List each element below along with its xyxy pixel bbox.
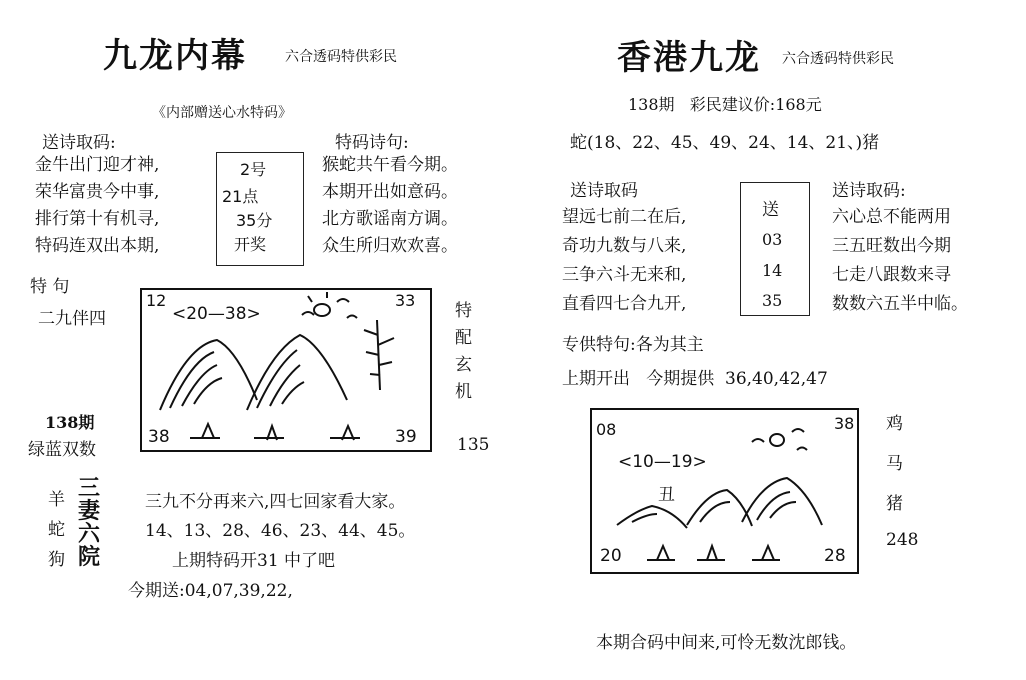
right-art-bl: 20 xyxy=(600,546,622,566)
left-poem-heading-right: 特码诗句: xyxy=(335,133,409,153)
right-poem-right xyxy=(832,203,968,319)
poem-line: 猴蛇共午看今期。 xyxy=(322,155,458,175)
left-zodiac-column xyxy=(48,485,65,575)
side-char: 配 xyxy=(455,328,472,348)
right-last-provide: 上期开出 今期提供 36,40,42,47 xyxy=(562,369,828,389)
poem-line: 金牛出门迎才神, xyxy=(35,155,160,175)
right-art-tl: 08 xyxy=(596,420,617,439)
right-art-tr: 38 xyxy=(834,414,855,433)
right-mountain-illustration xyxy=(592,410,857,572)
left-side-number: 135 xyxy=(457,435,490,455)
right-price-line: 138期 彩民建议价:168元 xyxy=(628,95,822,114)
side-char: 机 xyxy=(455,382,472,402)
left-art-tr: 33 xyxy=(395,291,416,310)
draw-box-line: 开奖 xyxy=(234,235,267,254)
left-period: 138期 xyxy=(45,413,95,432)
send-box-line: 14 xyxy=(762,261,783,280)
left-title: 九龙内幕 xyxy=(103,36,247,76)
left-today-send: 今期送:04,07,39,22, xyxy=(128,581,293,601)
side-char: 鸡 xyxy=(886,414,903,434)
right-subtitle: 六合透码特供彩民 xyxy=(782,51,894,67)
poem-line: 荣华富贵今中事, xyxy=(35,182,160,202)
left-poem-heading-left: 送诗取码: xyxy=(42,133,116,153)
big-char: 三 xyxy=(78,475,101,501)
poem-line: 奇功九数与八来, xyxy=(562,236,687,256)
draw-box-line: 35分 xyxy=(236,211,273,230)
poem-line: 七走八跟数来寻 xyxy=(832,265,951,285)
right-side-vertical xyxy=(886,404,903,524)
left-art-range: <20—38> xyxy=(172,304,261,324)
right-footer: 本期合码中间来,可怜无数沈郎钱。 xyxy=(596,633,857,653)
big-char: 院 xyxy=(78,544,101,570)
right-special-phrase: 专供特句:各为其主 xyxy=(562,335,704,355)
right-art-range: <10—19> xyxy=(618,452,707,472)
side-char: 马 xyxy=(886,454,903,474)
draw-box-line: 2号 xyxy=(240,160,267,179)
left-gift-line: 《内部赠送心水特码》 xyxy=(152,105,292,121)
poem-line: 特码连双出本期, xyxy=(35,236,160,256)
right-art-frame xyxy=(590,408,859,574)
poem-line: 众生所归欢欢喜。 xyxy=(322,236,458,256)
send-box-line: 35 xyxy=(762,291,783,310)
left-numbers-line: 14、13、28、46、23、44、45。 xyxy=(145,521,416,541)
zodiac-char: 蛇 xyxy=(48,520,65,540)
big-char: 六 xyxy=(78,521,101,547)
big-char: 妻 xyxy=(78,498,101,524)
left-art-tl: 12 xyxy=(146,291,167,310)
left-art-bl: 38 xyxy=(148,427,170,447)
left-special-label: 特 句 xyxy=(30,277,70,297)
poem-line: 数数六五半中临。 xyxy=(832,294,968,314)
poem-line: 排行第十有机寻, xyxy=(35,209,160,229)
zodiac-char: 羊 xyxy=(48,490,65,510)
left-poem-right xyxy=(322,152,458,260)
left-side-vertical xyxy=(455,298,472,406)
right-art-br: 28 xyxy=(824,546,846,566)
right-snake-line: 蛇(18、22、45、49、24、14、21、)猪 xyxy=(570,133,880,153)
poem-line: 望远七前二在后, xyxy=(562,207,687,227)
right-art-label: 丑 xyxy=(658,485,675,505)
right-title: 香港九龙 xyxy=(617,38,761,78)
side-char: 特 xyxy=(455,301,472,321)
poem-line: 六心总不能两用 xyxy=(832,207,951,227)
right-poem-heading-left: 送诗取码 xyxy=(570,181,638,201)
left-poem-left xyxy=(35,152,159,260)
side-char: 玄 xyxy=(455,355,472,375)
side-char: 猪 xyxy=(886,494,903,514)
left-poem-line: 三九不分再来六,四七回家看大家。 xyxy=(145,492,406,512)
send-box-line: 送 xyxy=(762,200,779,220)
left-art-br: 39 xyxy=(395,427,417,447)
right-poem-left xyxy=(562,203,686,319)
send-box-line: 03 xyxy=(762,230,783,249)
left-subtitle: 六合透码特供彩民 xyxy=(285,49,397,65)
zodiac-char: 狗 xyxy=(48,550,65,570)
left-special-phrase: 二九伴四 xyxy=(38,309,106,329)
draw-box-line: 21点 xyxy=(222,187,259,206)
right-side-number: 248 xyxy=(886,530,919,550)
left-period-tag: 绿蓝双数 xyxy=(28,440,96,460)
left-last-period: 上期特码开31 中了吧 xyxy=(172,551,336,571)
poem-line: 三争六斗无来和, xyxy=(562,265,687,285)
poem-line: 直看四七合九开, xyxy=(562,294,687,314)
poem-line: 本期开出如意码。 xyxy=(322,182,458,202)
left-zodiac-big xyxy=(78,477,100,569)
poem-line: 三五旺数出今期 xyxy=(832,236,951,256)
right-poem-heading-right: 送诗取码: xyxy=(832,181,906,201)
poem-line: 北方歌谣南方调。 xyxy=(322,209,458,229)
